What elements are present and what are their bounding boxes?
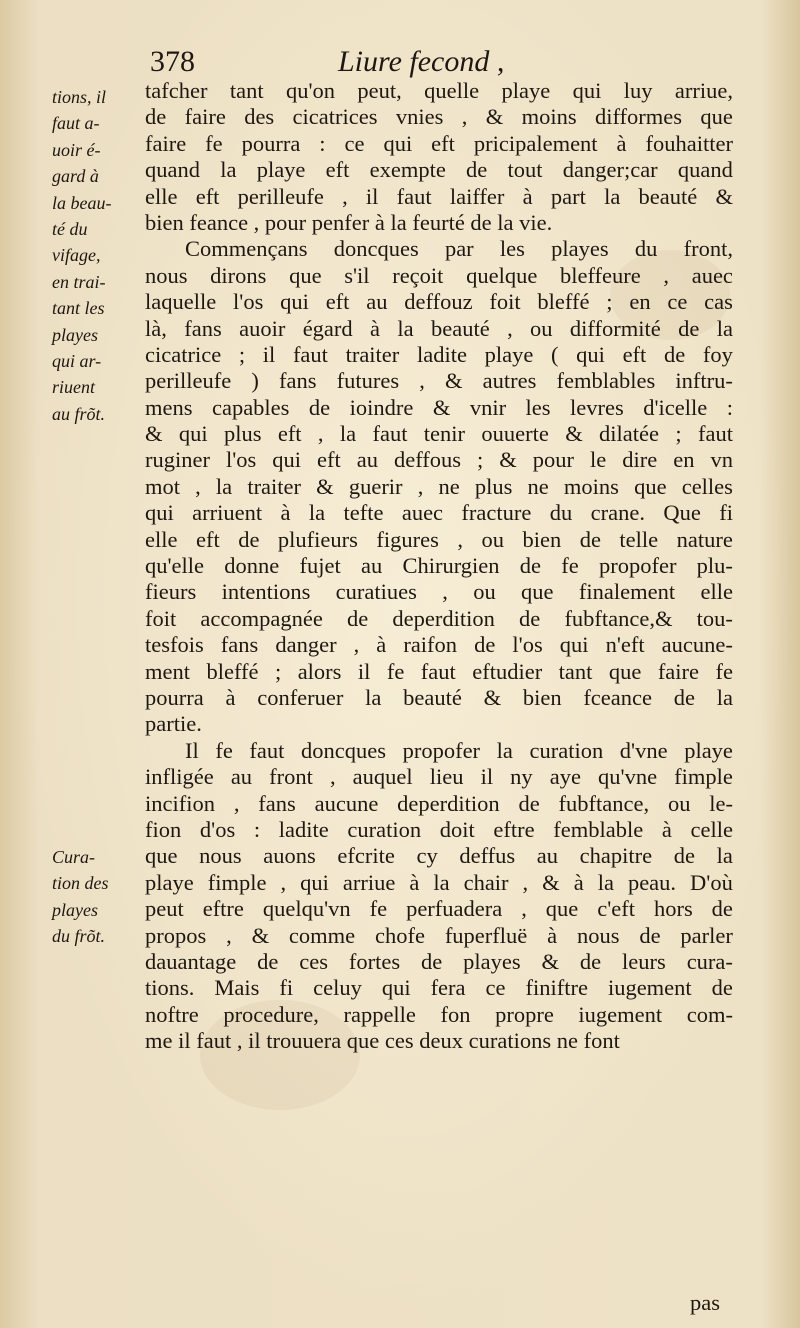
- margin-note-line: tion des: [52, 873, 109, 894]
- text-line: ment bleffé ; alors il fe faut eftudier tant que faire fe: [145, 658, 733, 684]
- text-line: & qui plus eft , la faut tenir ouuerte & dilatée ; faut: [145, 421, 733, 447]
- text-line: fieurs intentions curatiues , ou que finalement elle: [145, 579, 733, 605]
- margin-note-beauty: [52, 84, 146, 427]
- running-title: Liure fecond ,: [338, 45, 505, 78]
- margin-note-line: playes: [52, 324, 98, 345]
- text-line: quand la playe eft exempte de tout danger;car quand: [145, 157, 733, 183]
- margin-note-line: riuent: [52, 377, 95, 398]
- margin-note-line: té du: [52, 218, 88, 239]
- text-line: là, fans auoir égard à la beauté , ou difformité de la: [145, 315, 733, 341]
- text-line: perilleufe ) fans futures , & autres femblables inftru-: [145, 368, 733, 394]
- text-line: qu'elle donne fujet au Chirurgien de fe propofer plu-: [145, 553, 733, 579]
- margin-note-line: gard à: [52, 166, 99, 187]
- page-number: 378: [150, 45, 195, 78]
- margin-note-line: du frõt.: [52, 926, 106, 947]
- text-line: faire fe pourra : ce qui eft pricipalement à fouhaitter: [145, 130, 733, 156]
- margin-note-line: playes: [52, 899, 98, 920]
- text-line: foit accompagnée de deperdition de fubftance,& tou-: [145, 605, 733, 631]
- text-line: noftre procedure, rappelle fon propre iugement com-: [145, 1001, 733, 1027]
- margin-note-line: au frõt.: [52, 403, 106, 424]
- text-line: nous dirons que s'il reçoit quelque bleffeure , auec: [145, 262, 733, 288]
- text-line: laquelle l'os qui eft au deffouz foit bleffé ; en ce cas: [145, 289, 733, 315]
- text-line: bien feance , pour penfer à la feurté de la vie.: [145, 209, 553, 235]
- text-line: Il fe faut doncques propofer la curation d'vne playe: [185, 737, 733, 763]
- margin-note-line: en trai-: [52, 271, 106, 292]
- margin-note-line: tions, il: [52, 87, 107, 107]
- text-line: tions. Mais fi celuy qui fera ce finiftre iugement de: [145, 975, 733, 1001]
- margin-note-line: vifage,: [52, 245, 101, 266]
- text-line: propos , & comme chofe fuperfluë à nous de parler: [145, 922, 733, 948]
- text-line: mens capables de ioindre & vnir les levres d'icelle :: [145, 394, 733, 420]
- text-line: que nous auons efcrite cy deffus au chapitre de la: [145, 843, 733, 869]
- margin-note-line: qui ar-: [52, 350, 102, 371]
- text-line: playe fimple , qui arriue à la chair , & à la peau. D'où: [145, 869, 733, 895]
- page-header: [0, 42, 800, 82]
- margin-note-line: la beau-: [52, 192, 112, 213]
- margin-note-line: faut a-: [52, 113, 100, 134]
- text-line: Commençans doncques par les playes du front,: [185, 236, 733, 262]
- text-line: elle eft de plufieurs figures , ou bien de telle nature: [145, 526, 733, 552]
- text-line: elle eft perilleufe , il faut laiffer à part la beauté &: [145, 183, 733, 209]
- text-line: tesfois fans danger , à raifon de l'os qui n'eft aucune-: [145, 632, 733, 658]
- text-line: fion d'os : ladite curation doit eftre femblable à celle: [145, 816, 733, 842]
- margin-note-curation: [52, 844, 146, 950]
- text-line: partie.: [145, 711, 202, 737]
- text-line: incifion , fans aucune deperdition de fubftance, ou le-: [145, 790, 733, 816]
- margin-note-line: tant les: [52, 298, 105, 319]
- text-line: qui arriuent à la tefte auec fracture du crane. Que fi: [145, 500, 733, 526]
- text-line: mot , la traiter & guerir , ne plus ne moins que celles: [145, 473, 733, 499]
- text-line: peut eftre quelqu'vn fe perfuadera , que c'eft hors de: [145, 896, 733, 922]
- catchword: pas: [690, 1290, 720, 1315]
- margin-note-line: uoir é-: [52, 139, 101, 160]
- margin-note-line: Cura-: [52, 847, 96, 867]
- text-line: ruginer l'os qui eft au deffous ; & pour le dire en vn: [145, 447, 733, 473]
- text-line: tafcher tant qu'on peut, quelle playe qui luy arriue,: [145, 78, 733, 103]
- text-line: me il faut , il trouuera que ces deux curations ne font: [145, 1028, 620, 1054]
- text-line: de faire des cicatrices vnies , & moins difformes que: [145, 104, 733, 130]
- text-line: dauantage de ces fortes de playes & de leurs cura-: [145, 948, 733, 974]
- text-line: pourra à conferuer la beauté & bien fceance de la: [145, 684, 733, 710]
- text-line: cicatrice ; il faut traiter ladite playe ( qui eft de foy: [145, 341, 733, 367]
- body-text: [145, 78, 733, 1054]
- text-line: infligée au front , auquel lieu il ny aye qu'vne fimple: [145, 764, 733, 790]
